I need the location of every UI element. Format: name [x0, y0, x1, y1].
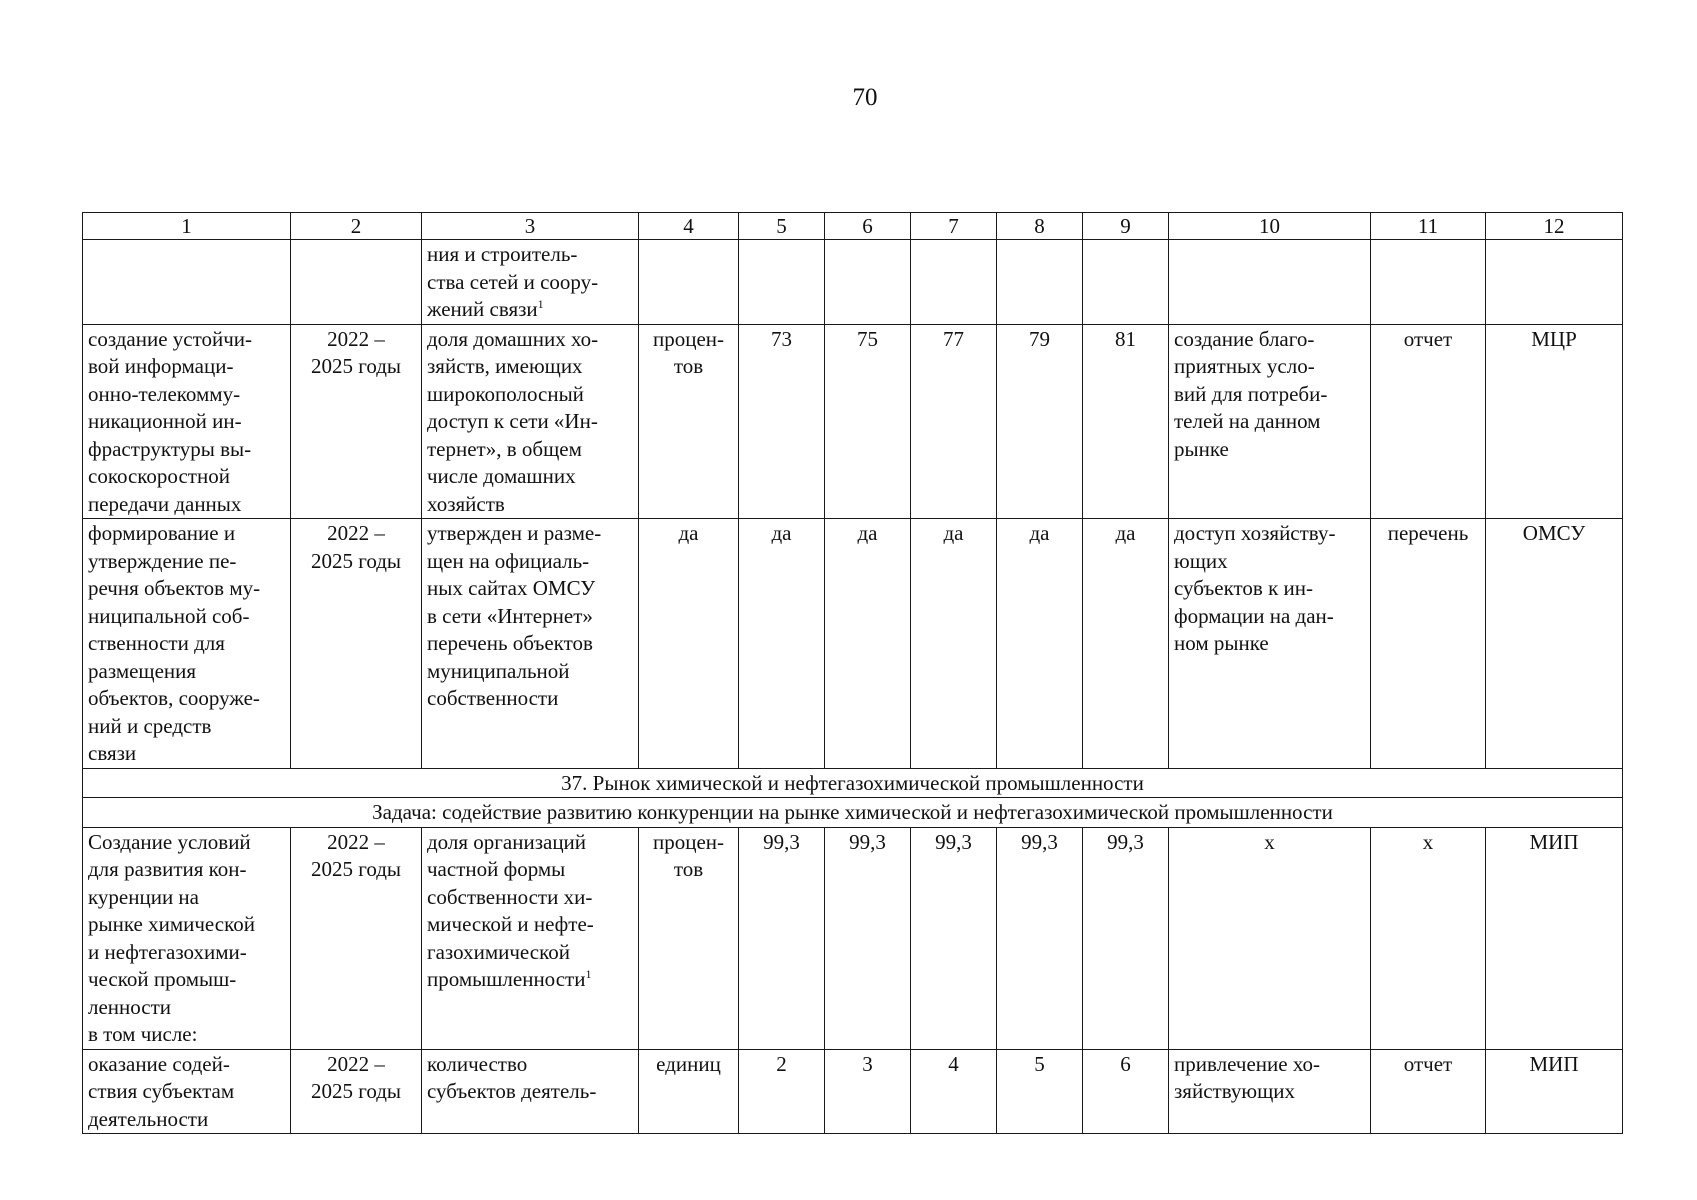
- period-cell: 2022 – 2025 годы: [291, 519, 422, 769]
- value-cell: 99,3: [1083, 827, 1169, 1049]
- period-cell: [291, 240, 422, 325]
- column-number: 4: [639, 213, 739, 240]
- value-cell: да: [825, 519, 911, 769]
- indicator-text: доля домашних хо- зяйств, имеющих широкополосный доступ к сети «Ин- тернет», в общем числе домашних хозяйств: [427, 326, 599, 516]
- value-cell: 6: [1083, 1049, 1169, 1134]
- column-number: 3: [422, 213, 639, 240]
- column-number: 9: [1083, 213, 1169, 240]
- column-number: 6: [825, 213, 911, 240]
- page-number: 70: [852, 84, 878, 111]
- indicator-text: ния и строитель- ства сетей и соору- жений связи: [427, 242, 599, 321]
- value-cell: [911, 240, 997, 325]
- result-cell: доступ хозяйству- ющих субъектов к ин- формации на дан- ном рынке: [1169, 519, 1371, 769]
- value-cell: да: [997, 519, 1083, 769]
- value-cell: [825, 240, 911, 325]
- unit-cell: процен- тов: [639, 827, 739, 1049]
- value-cell: 75: [825, 324, 911, 519]
- indicator-table: [82, 212, 1623, 1134]
- value-cell: 2: [739, 1049, 825, 1134]
- column-number: 8: [997, 213, 1083, 240]
- footnote-mark: 1: [585, 967, 592, 981]
- value-cell: 99,3: [911, 827, 997, 1049]
- indicator-cell: [422, 1049, 639, 1134]
- responsible-cell: [1486, 240, 1623, 325]
- unit-cell: [639, 240, 739, 325]
- indicator-cell: [422, 519, 639, 769]
- responsible-cell: ОМСУ: [1486, 519, 1623, 769]
- document-cell: [1371, 240, 1486, 325]
- result-cell: привлечение хо- зяйствующих: [1169, 1049, 1371, 1134]
- value-cell: 99,3: [997, 827, 1083, 1049]
- value-cell: [739, 240, 825, 325]
- table-row: [83, 519, 1623, 769]
- value-cell: да: [739, 519, 825, 769]
- section-title-row: [83, 768, 1623, 798]
- document-cell: x: [1371, 827, 1486, 1049]
- value-cell: да: [1083, 519, 1169, 769]
- activity-cell: формирование и утверждение пе- речня объектов му- ниципальной соб- ственности для размещения объектов, сооруже- ний и средств связи: [83, 519, 291, 769]
- value-cell: 81: [1083, 324, 1169, 519]
- footnote-mark: 1: [537, 297, 544, 311]
- indicator-text: количество субъектов деятель-: [427, 1051, 597, 1103]
- indicator-text: доля организаций частной формы собственности хи- мической и нефте- газохимической промышленности: [427, 829, 594, 991]
- activity-cell: [83, 240, 291, 325]
- value-cell: 3: [825, 1049, 911, 1134]
- column-number: 7: [911, 213, 997, 240]
- responsible-cell: МИП: [1486, 1049, 1623, 1134]
- table-row: [83, 827, 1623, 1049]
- column-number: 12: [1486, 213, 1623, 240]
- column-number: 10: [1169, 213, 1371, 240]
- period-cell: 2022 – 2025 годы: [291, 827, 422, 1049]
- table-row: [83, 1049, 1623, 1134]
- value-cell: 99,3: [739, 827, 825, 1049]
- column-numbers-row: [83, 213, 1623, 240]
- value-cell: 99,3: [825, 827, 911, 1049]
- table-row: [83, 240, 1623, 325]
- result-cell: [1169, 240, 1371, 325]
- activity-cell: создание устойчи- вой информаци- онно-телекомму- никационной ин- фраструктуры вы- сокоскоростной передачи данных: [83, 324, 291, 519]
- unit-cell: да: [639, 519, 739, 769]
- indicator-cell: [422, 827, 639, 1049]
- value-cell: да: [911, 519, 997, 769]
- value-cell: 73: [739, 324, 825, 519]
- indicator-cell: [422, 324, 639, 519]
- result-cell: создание благо- приятных усло- вий для потреби- телей на данном рынке: [1169, 324, 1371, 519]
- value-cell: [1083, 240, 1169, 325]
- value-cell: 4: [911, 1049, 997, 1134]
- unit-cell: процен- тов: [639, 324, 739, 519]
- task-row: [83, 798, 1623, 828]
- document-cell: отчет: [1371, 1049, 1486, 1134]
- section-task: Задача: содействие развитию конкуренции на рынке химической и нефтегазохимической промышленности: [83, 798, 1623, 828]
- document-cell: отчет: [1371, 324, 1486, 519]
- section-title: 37. Рынок химической и нефтегазохимической промышленности: [83, 768, 1623, 798]
- value-cell: 77: [911, 324, 997, 519]
- activity-cell: Создание условий для развития кон- куренции на рынке химической и нефтегазохими- ческой промыш- ленности в том числе:: [83, 827, 291, 1049]
- responsible-cell: МИП: [1486, 827, 1623, 1049]
- indicator-cell: [422, 240, 639, 325]
- unit-cell: единиц: [639, 1049, 739, 1134]
- result-cell: x: [1169, 827, 1371, 1049]
- value-cell: 5: [997, 1049, 1083, 1134]
- period-cell: 2022 – 2025 годы: [291, 1049, 422, 1134]
- column-number: 2: [291, 213, 422, 240]
- column-number: 11: [1371, 213, 1486, 240]
- document-cell: перечень: [1371, 519, 1486, 769]
- activity-cell: оказание содей- ствия субъектам деятельности: [83, 1049, 291, 1134]
- value-cell: 79: [997, 324, 1083, 519]
- column-number: 1: [83, 213, 291, 240]
- column-number: 5: [739, 213, 825, 240]
- value-cell: [997, 240, 1083, 325]
- indicator-text: утвержден и разме- щен на официаль- ных сайтах ОМСУ в сети «Интернет» перечень объектов муниципальной собственности: [427, 521, 602, 710]
- responsible-cell: МЦР: [1486, 324, 1623, 519]
- table-row: [83, 324, 1623, 519]
- period-cell: 2022 – 2025 годы: [291, 324, 422, 519]
